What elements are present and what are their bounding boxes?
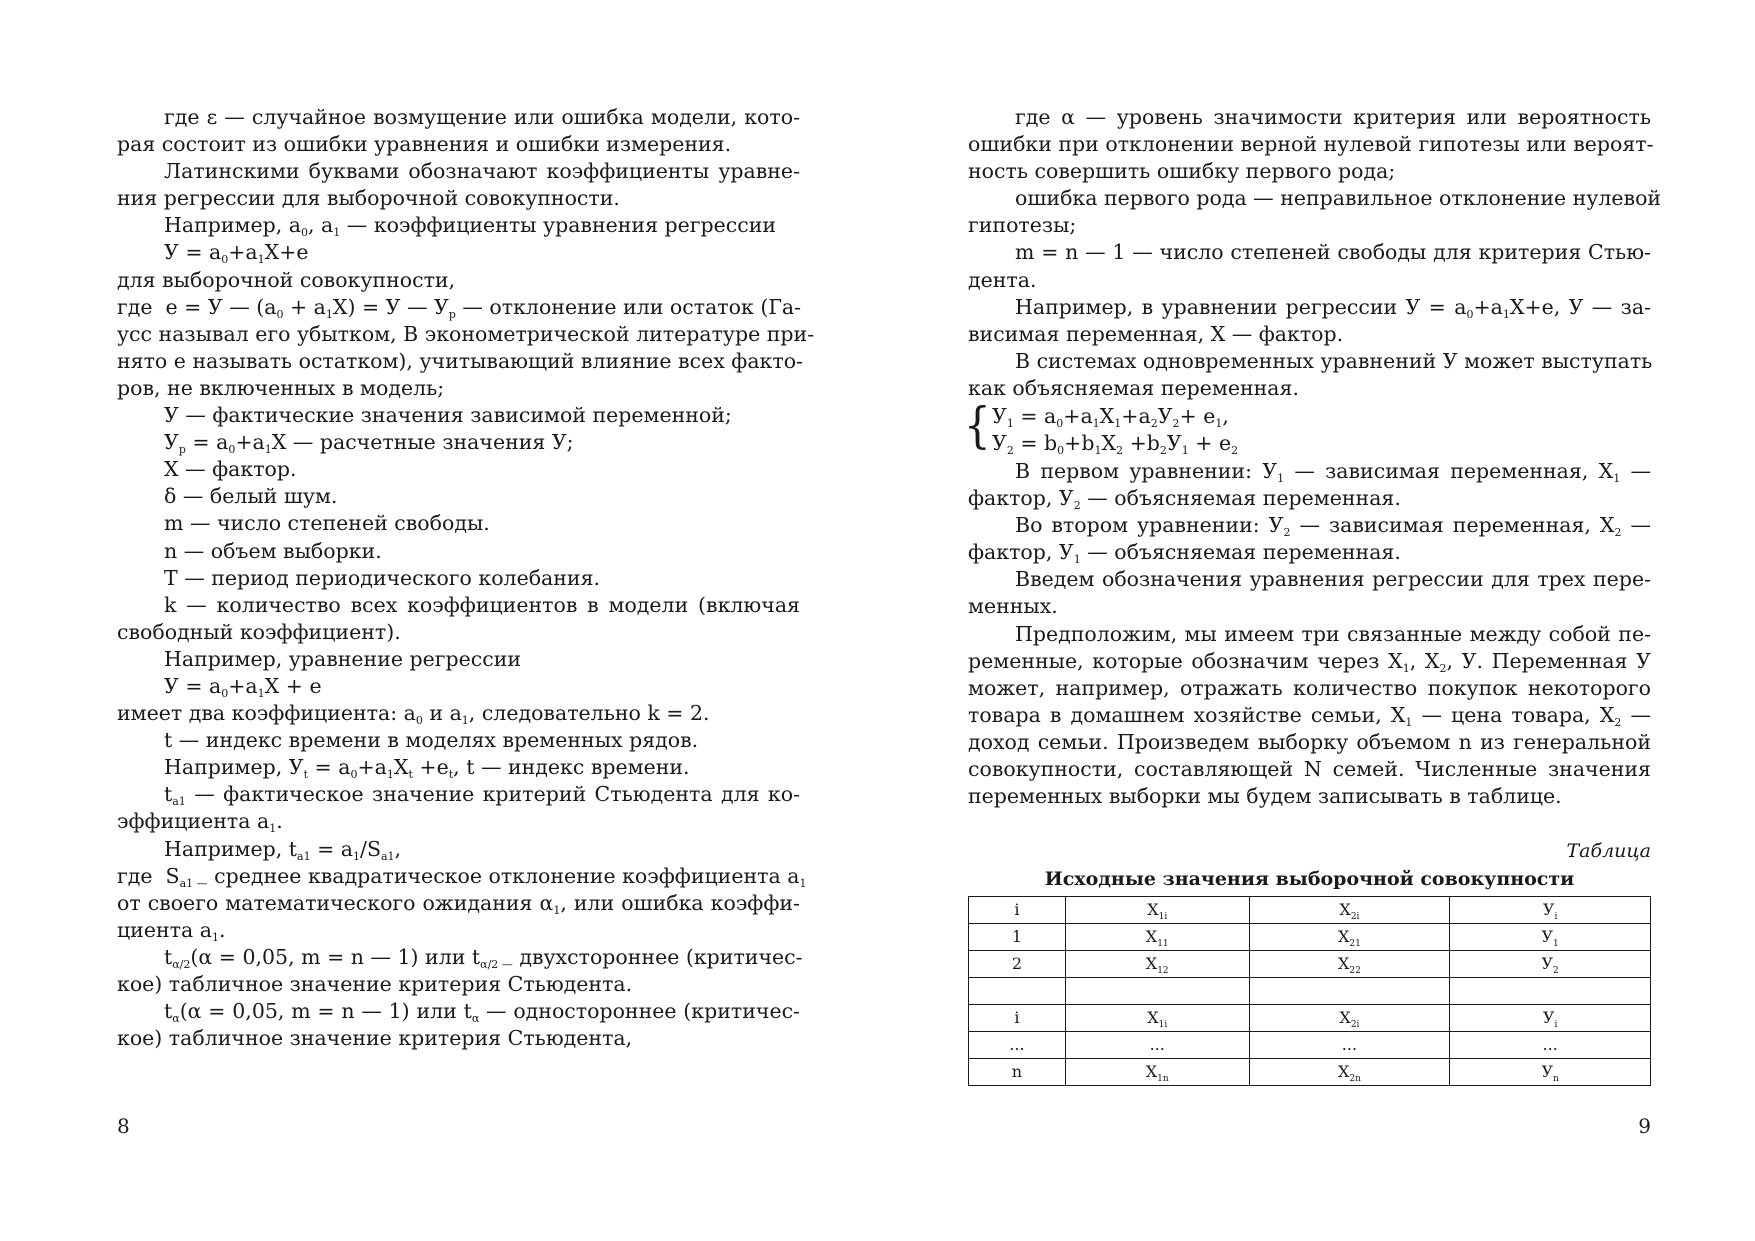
left-text-line: кое) табличное значение критерия Стьюдента. [117, 972, 633, 996]
right-page [964, 0, 1662, 1241]
left-text-line: k — количество всех коэффициентов в модели (включая [164, 592, 800, 617]
left-text-line: t — индекс времени в моделях временных рядов. [164, 728, 699, 753]
table-title: Исходные значения выборочной совокупности [1044, 868, 1575, 890]
table-row [969, 978, 1651, 1005]
right-text-line: как объясняемая переменная. [968, 375, 1299, 400]
table-cell: 1 [969, 924, 1066, 951]
left-text-line: $У = a_0+a_1X+e$ [164, 240, 309, 267]
page-number-right: 9 [1638, 1114, 1651, 1138]
system-eq-1: $У_1 = a_0+a_1X_1+a_2У_2+ e_1$, [992, 404, 1229, 430]
table-cell: $X_{2i}$ [1249, 897, 1450, 924]
left-text-line: $t_\alpha(\alpha = 0,05$, m = n — 1) или $t_\alpha$ — одностороннее (критичес- [164, 999, 800, 1026]
right-text-line: Введем обозначения уравнения регрессии для трех пере- [1015, 567, 1651, 592]
table-cell: i [969, 897, 1066, 924]
left-text-line: $t_{a1}$ — фактическое значение критерий Стьюдента для ко- [164, 782, 800, 809]
data-table [968, 896, 1651, 1086]
table-cell: $X_{22}$ [1249, 951, 1450, 978]
left-text-line: T — период периодического колебания. [164, 565, 601, 590]
left-text-line: где ε — случайное возмущение или ошибка модели, кото- [164, 105, 800, 129]
left-text-line: ния регрессии для выборочной совокупности. [117, 186, 620, 211]
page-number-left: 8 [117, 1114, 130, 1138]
table-row [969, 1005, 1651, 1032]
left-text-line: n — объем выборки. [164, 538, 382, 563]
system-eq-2: $У_2 = b_0+b_1X_2 +b_2У_1 + e_2$ [992, 431, 1239, 457]
table-cell: ... [1065, 1032, 1249, 1059]
right-text-line: менных. [968, 594, 1058, 619]
left-text-line: X — фактор. [164, 457, 297, 482]
left-text-line: усс называл его убытком, В эконометрической литературе при- [117, 321, 815, 346]
right-text-line: где α — уровень значимости критерия или вероятность [1015, 105, 1651, 129]
table-cell: $X_{1i}$ [1065, 1005, 1249, 1032]
right-text-line: ременные, которые обозначим через $X_1$, $X_2$, У. Переменная У [968, 648, 1651, 675]
table-cell: $У_i$ [1450, 1005, 1651, 1032]
table-cell: ... [969, 1032, 1066, 1059]
table-row [969, 1059, 1651, 1086]
left-text-line: нято e называть остатком), учитывающий влияние всех факто- [117, 348, 803, 373]
left-text-line: эффициента $a_1$. [117, 809, 283, 836]
right-text-line: гипотезы; [968, 213, 1077, 238]
right-text-line: дента. [968, 267, 1037, 292]
right-text-line: совокупности, составляющей N семей. Численные значения [968, 757, 1651, 782]
right-text-line: В первом уравнении: $У_1$ — зависимая переменная, $X_1$ — [1015, 459, 1651, 485]
left-text-line: $У_р = a_0+a_1X$ — расчетные значения У; [164, 430, 574, 457]
table-cell: $X_{1n}$ [1065, 1059, 1249, 1086]
table-cell: 2 [969, 951, 1066, 978]
table-cell: $X_{21}$ [1249, 924, 1450, 951]
table-cell: i [969, 1005, 1066, 1032]
table-cell [1450, 978, 1651, 1005]
table-cell: ... [1249, 1032, 1450, 1059]
right-text-line: доход семьи. Произведем выборку объемом n из генеральной [968, 729, 1651, 754]
left-text-line: где e = У — $(a_0 + a_1X) = У$ — $У_р$ — отклонение или остаток (Га- [117, 294, 802, 321]
right-text-line: ошибка первого рода — неправильное отклонение нулевой [1015, 186, 1662, 211]
right-text-line: может, например, отражать количество покупок некоторого [968, 675, 1651, 700]
left-text-line: свободный коэффициент). [117, 619, 401, 644]
right-text-line: висимая переменная, X — фактор. [968, 321, 1344, 346]
left-text-line: Например, уравнение регрессии [164, 646, 522, 671]
left-text-line: m — число степеней свободы. [164, 511, 490, 536]
table-cell: $У_i$ [1450, 897, 1651, 924]
right-text-line: В системах одновременных уравнений У может выступать [1015, 348, 1653, 373]
left-text-line: кое) табличное значение критерия Стьюдента, [117, 1026, 633, 1051]
left-text-line: δ — белый шум. [164, 484, 338, 509]
table-cell [1249, 978, 1450, 1005]
equation-system [964, 397, 1651, 463]
right-text-line: Например, в уравнении регрессии $У = a_0+a_1X+e$, У — за- [1015, 294, 1651, 321]
table-cell: $У_1$ [1450, 924, 1651, 951]
right-text-line: m = n — 1 — число степеней свободы для критерия Стью- [1015, 240, 1651, 265]
left-page [117, 0, 815, 1241]
table-cell: $X_{12}$ [1065, 951, 1249, 978]
table-row [969, 897, 1651, 924]
left-text-line: Например, $a_0$, $a_1$ — коэффициенты уравнения регрессии [164, 213, 777, 240]
right-text-line: ошибки при отклонении верной нулевой гипотезы или вероят- [968, 132, 1654, 157]
table-cell: $X_{11}$ [1065, 924, 1249, 951]
table-cell: $X_{2i}$ [1249, 1005, 1450, 1032]
left-text-line: У — фактические значения зависимой переменной; [164, 403, 732, 428]
right-text-line: Предположим, мы имеем три связанные между собой пе- [1015, 621, 1651, 646]
right-page-text-bottom [968, 458, 1651, 810]
table-cell: n [969, 1059, 1066, 1086]
left-page-text [117, 104, 815, 1052]
table-cell [969, 978, 1066, 1005]
right-text-line: переменных выборки мы будем записывать в таблице. [968, 784, 1562, 809]
table-cell: $X_{2n}$ [1249, 1059, 1450, 1086]
table-cell [1065, 978, 1249, 1005]
table-cell: $X_{1i}$ [1065, 897, 1249, 924]
left-text-line: от своего математического ожидания $\alpha_1$, или ошибка коэффи- [117, 890, 800, 917]
table-row [969, 1032, 1651, 1059]
right-page-text-top [968, 104, 1662, 402]
right-text-line: ность совершить ошибку первого рода; [968, 159, 1396, 184]
table-row [969, 951, 1651, 978]
left-text-line: Например, $У_t = a_0+a_1X_t +e_t$, t — индекс времени. [164, 755, 690, 782]
left-text-line: рая состоит из ошибки уравнения и ошибки измерения. [117, 132, 732, 157]
right-text-line: фактор, $У_2$ — объясняемая переменная. [968, 486, 1401, 513]
brace-symbol: { [964, 397, 991, 454]
right-text-line: фактор, $У_1$ — объясняемая переменная. [968, 540, 1401, 567]
table-cell: $У_n$ [1450, 1059, 1651, 1086]
table-cell: $У_2$ [1450, 951, 1651, 978]
table-caption: Таблица [1566, 840, 1651, 862]
left-text-line: циента $a_1$. [117, 917, 226, 944]
left-text-line: Например, $t_{a1} = a_1/S_{a1}$, [164, 836, 402, 863]
table-row [969, 924, 1651, 951]
right-text-line: товара в домашнем хозяйстве семьи, $X_1$ — цена товара, $X_2$ — [968, 702, 1651, 729]
left-text-line: ров, не включенных в модель; [117, 375, 445, 400]
table-cell: ... [1450, 1032, 1651, 1059]
left-text-line: где $S_{a1 —}$ среднее квадратическое отклонение коэффициента $a_1$ [117, 863, 807, 890]
left-text-line: $t_{\alpha/2}(\alpha = 0,05$, m = n — 1) или $t_{\alpha/2 —}$ двухстороннее (критичес- [164, 944, 803, 971]
left-text-line: Латинскими буквами обозначают коэффициенты уравне- [164, 159, 800, 184]
left-text-line: имеет два коэффициента: $a_0$ и $a_1$, следовательно k = 2. [117, 701, 710, 728]
left-text-line: для выборочной совокупности, [117, 267, 456, 292]
right-text-line: Во втором уравнении: $У_2$ — зависимая переменная, $X_2$ — [1015, 513, 1651, 540]
left-text-line: $У = a_0+a_1X + e$ [164, 673, 322, 700]
